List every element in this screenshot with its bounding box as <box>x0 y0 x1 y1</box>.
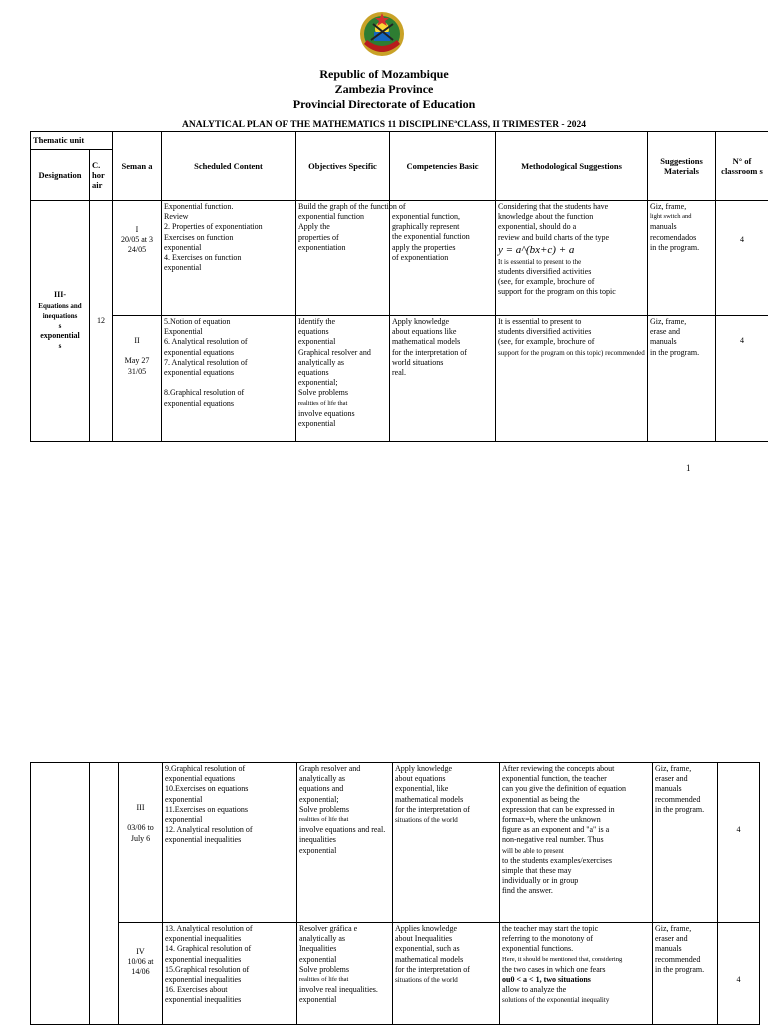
classrooms-cell: 4 <box>716 201 768 316</box>
col-week: Seman a <box>113 132 162 201</box>
col-competencies: Competencies Basic <box>390 132 496 201</box>
week-cell: III 03/06 to July 6 <box>119 763 163 923</box>
objectives-cell: Identify the equations exponential Graphical resolver and analytically as equations exponential; Solve problems realities of life that involve equations exponential <box>296 316 390 442</box>
competencies-cell: Applies knowledge about Inequalities exponential, such as mathematical models for the interpretation of situations of the world <box>393 923 500 1025</box>
table-row <box>31 201 768 316</box>
competencies-cell: Apply knowledge about equations like mathematical models for the interpretation of world situations real. <box>390 316 496 442</box>
content-cell: Exponential function. Review 2. Properties of exponentiation Exercises on function exponential 4. Exercises on function exponential <box>162 201 296 316</box>
materials-cell: Giz, frame, eraser and manuals recommended in the program. <box>653 923 718 1025</box>
week-cell: I 20/05 at 3 24/05 <box>113 201 162 316</box>
materials-cell: Giz, frame, eraser and manuals recommended in the program. <box>653 763 718 923</box>
classrooms-cell: 4 <box>716 316 768 442</box>
col-thematic-unit: Thematic unit <box>31 132 113 150</box>
objectives-cell: Build the graph of the function of exponential function Apply the properties of exponentiation <box>296 201 390 316</box>
col-content: Scheduled Content <box>162 132 296 201</box>
methodology-cell: the teacher may start the topic referring to the monotony of exponential functions. Here, it should be mentioned that, considering the two cases in which one fears ou0 < a < 1, two situations allow to analyze the solutions of the exponential inequality <box>500 923 653 1025</box>
document-title: ANALYTICAL PLAN OF THE MATHEMATICS 11 DISCIPLINEªCLASS, II TRIMESTER - 2024 <box>0 120 768 130</box>
header-directorate: Provincial Directorate of Education <box>0 97 768 112</box>
materials-cell: Giz, frame, light switch and manuals recomendados in the program. <box>648 201 716 316</box>
unit-hours: 12 <box>90 201 113 442</box>
header-province: Zambezia Province <box>0 82 768 97</box>
page-number: 1 <box>686 463 691 473</box>
competencies-cell: exponential function, graphically represent the exponential function apply the properties of exponentiation <box>390 201 496 316</box>
objectives-cell: Graph resolver and analytically as equations and exponential; Solve problems realities of life that involve equations and real. inequalities exponential <box>297 763 393 923</box>
col-methodology: Methodological Suggestions <box>496 132 648 201</box>
table-row <box>31 763 760 923</box>
methodology-cell: Considering that the students have knowledge about the function exponential, should do a review and build charts of the type y = a^(bx+c) + a It is essential to present to the students diversified activities (see, for example, brochure of support for the program on this topic <box>496 201 648 316</box>
content-cell: 13. Analytical resolution of exponential inequalities 14. Graphical resolution of exponential inequalities 15.Graphical resolution of exponential inequalities 16. Exercises about exponential inequalities <box>163 923 297 1025</box>
content-cell: 5.Notion of equation Exponential 6. Analytical resolution of exponential equations 7. Analytical resolution of exponential equations 8.Graphical resolution of exponential equations <box>162 316 296 442</box>
mozambique-emblem <box>357 10 407 58</box>
unit-designation: III- Equations and inequations s exponential s <box>31 201 90 442</box>
materials-cell: Giz, frame, erase and manuals in the program. <box>648 316 716 442</box>
content-cell: 9.Graphical resolution of exponential equations 10.Exercises on equations exponential 11.Exercises on equations exponential 12. Analytical resolution of exponential inequalities <box>163 763 297 923</box>
week-cell: IV 10/06 at 14/06 <box>119 923 163 1025</box>
unit-designation-empty <box>31 763 90 1025</box>
classrooms-cell: 4 <box>718 763 760 923</box>
col-materials: Suggestions Materials <box>648 132 716 201</box>
col-classrooms: N° of classroom s <box>716 132 768 201</box>
competencies-cell: Apply knowledge about equations exponential, like mathematical models for the interpretation of situations of the world <box>393 763 500 923</box>
methodology-cell: It is essential to present to students diversified activities (see, for example, brochure of support for the program on this topic) recommended <box>496 316 648 442</box>
exponential-formula: y = a^(bx+c) + a <box>498 243 645 257</box>
plan-table-bottom <box>30 762 760 1025</box>
classrooms-cell: 4 <box>718 923 760 1025</box>
objectives-cell: Resolver gráfica e analytically as Inequalities exponential Solve problems realities of life that involve real inequalities. exponential <box>297 923 393 1025</box>
col-objectives: Objectives Specific <box>296 132 390 201</box>
col-hours: C. hor air <box>90 150 113 201</box>
header-country: Republic of Mozambique <box>0 67 768 82</box>
table-row <box>31 316 768 442</box>
methodology-cell: After reviewing the concepts about exponential function, the teacher can you give the definition of equation exponential as being the expression that can be expressed in formax=b, where the unknown figure as an exponent and "a" is a non-negative real number. Thus will be able to present to the students examples/exercises simple that these may individually or in group find the answer. <box>500 763 653 923</box>
table-row <box>31 923 760 1025</box>
unit-hours-empty <box>90 763 119 1025</box>
col-designation: Designation <box>31 150 90 201</box>
plan-table-top <box>30 131 768 442</box>
week-cell: II May 27 31/05 <box>113 316 162 442</box>
